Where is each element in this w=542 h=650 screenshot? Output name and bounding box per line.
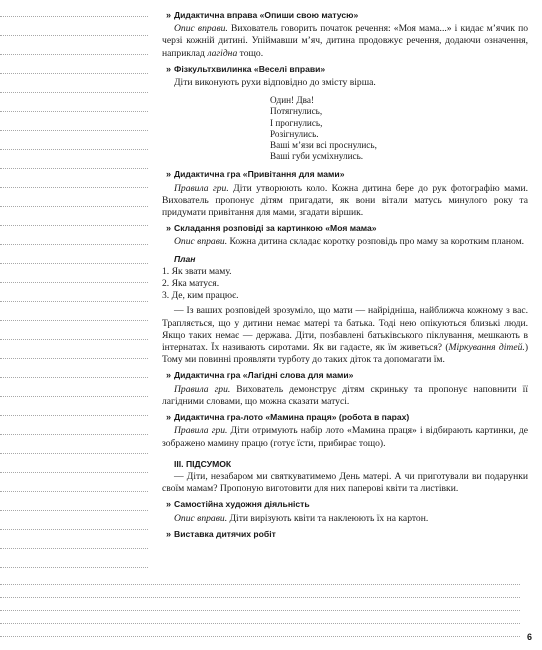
chevron-icon: »	[166, 412, 172, 423]
ruled-line	[0, 358, 148, 359]
ruled-line	[0, 623, 520, 624]
ruled-line	[0, 54, 148, 55]
page-number: 6	[526, 632, 532, 642]
ruled-line	[0, 149, 148, 150]
section-heading: » Фізкультхвилинка «Веселі вправи»	[166, 63, 326, 74]
ruled-line	[0, 636, 520, 637]
chevron-icon: »	[166, 10, 172, 20]
ruled-line	[0, 168, 148, 169]
chevron-icon: »	[166, 63, 172, 74]
ruled-line	[0, 415, 148, 416]
section-heading: » Виставка дитячих робіт	[166, 528, 276, 539]
ruled-line	[0, 584, 520, 585]
section-heading: » Дидактична гра-лото «Мамина праця» (робота в парах)	[166, 412, 410, 423]
plan-item: 2. Яка матуся.	[162, 278, 220, 290]
notes-margin	[0, 0, 148, 650]
ruled-line	[0, 206, 148, 207]
lesson-content	[162, 6, 528, 542]
section-heading: » Дидактична гра «Лагідні слова для мами»	[166, 370, 354, 381]
ruled-line	[0, 16, 148, 17]
ruled-line	[0, 130, 148, 131]
ruled-line	[0, 434, 148, 435]
chevron-icon: »	[166, 169, 172, 180]
poem-line: Ваші м’язи всі проснулись,	[270, 140, 377, 151]
ruled-line	[0, 263, 148, 264]
plan-title: План	[174, 253, 196, 264]
ruled-line	[0, 510, 148, 511]
ruled-line	[0, 225, 148, 226]
ruled-line	[0, 610, 520, 611]
plan-item: 3. Де, ким працює.	[162, 290, 239, 302]
ruled-line	[0, 567, 148, 568]
section-heading: » Самостійна художня діяльність	[166, 499, 310, 510]
chevron-icon: »	[166, 370, 172, 381]
paragraph: Опис вправи. Вихователь говорить початок речення: «Моя мама...» і кидає м’ячик по черзі кожній дитині. Упіймавши м’яч, дитина продовжує речення, додаючи означення, наприклад лагідна тощо.	[162, 23, 528, 59]
paragraph: Правила гри. Діти утворюють коло. Кожна дитина бере до рук фотографію мами. Вихователь пропонує дітям пригадати, як вони вітали матусь минулого року та придумати привітання для мами, згадати віршик.	[162, 182, 528, 219]
section-heading: » Дидактична вправа «Опиши свою матусю»	[166, 10, 359, 20]
ruled-line	[0, 187, 148, 188]
poem-line: Розігнулись.	[270, 128, 319, 139]
plan-item: 1. Як звати маму.	[162, 265, 232, 277]
ruled-line	[0, 548, 148, 549]
ruled-line	[0, 597, 520, 598]
ruled-line	[0, 453, 148, 454]
paragraph: Правила гри. Вихователь демонструє дітям скриньку та пропонує наповнити її лагідними словами, що можна сказати матусі.	[162, 383, 528, 407]
ruled-line	[0, 472, 148, 473]
ruled-line	[0, 339, 148, 340]
ruled-line	[0, 377, 148, 378]
chevron-icon: »	[166, 223, 172, 234]
paragraph: Опис вправи. Діти вирізують квіти та наклеюють їх на картон.	[174, 512, 429, 524]
section-heading: » Дидактична гра «Привітання для мами»	[166, 169, 345, 180]
summary-heading: ІІІ. ПІДСУМОК	[174, 458, 232, 469]
poem	[270, 95, 528, 162]
paragraph: Правила гри. Діти отримують набір лото «Мамина праця» і відбирають картинки, де зображено мамину працю (готує їсти, прибирає тощо).	[162, 425, 528, 449]
paragraph: Діти виконують рухи відповідно до змісту вірша.	[174, 77, 376, 89]
summary-paragraph: — Діти, незабаром ми святкуватимемо День матері. А чи приготували ви подарунки своїм мамам? Пропоную виготовити для них паперові квіти та листівки.	[162, 470, 528, 495]
ruled-line	[0, 92, 148, 93]
ruled-line	[0, 282, 148, 283]
poem-line: І прогнулись,	[270, 117, 323, 128]
ruled-line	[0, 529, 148, 530]
poem-line: Ваші губи усміхнулись.	[270, 151, 364, 162]
ruled-line	[0, 111, 148, 112]
ruled-line	[0, 491, 148, 492]
poem-line: Один! Два!	[270, 95, 314, 106]
paragraph: — Із ваших розповідей зрозуміло, що мати — найрідніша, найближча кожному з вас. Трапляється, що у дитини немає матері та батька. Тоді нею опікуються близькі люди. Якщо таких немає — держава. Діти, позбавлені батьківського піклування, мешкають в інтернатах. Їх називають сиротами. Як ви гадаєте, як їм живеться? (Міркування дітей.) Тому ми повинні проявляти турботу до таких діток та допомагати їм.	[162, 305, 529, 366]
ruled-line	[0, 244, 148, 245]
chevron-icon: »	[166, 499, 172, 510]
section-heading: » Складання розповіді за картинкою «Моя мама»	[166, 223, 377, 234]
ruled-line	[0, 73, 148, 74]
ruled-line	[0, 35, 148, 36]
ruled-line	[0, 320, 148, 321]
chevron-icon: »	[166, 528, 172, 539]
poem-line: Потягнулись,	[270, 106, 323, 117]
ruled-line	[0, 396, 148, 397]
paragraph: Опис вправи. Кожна дитина складає коротку розповідь про маму за коротким планом.	[174, 236, 525, 248]
ruled-line	[0, 301, 148, 302]
